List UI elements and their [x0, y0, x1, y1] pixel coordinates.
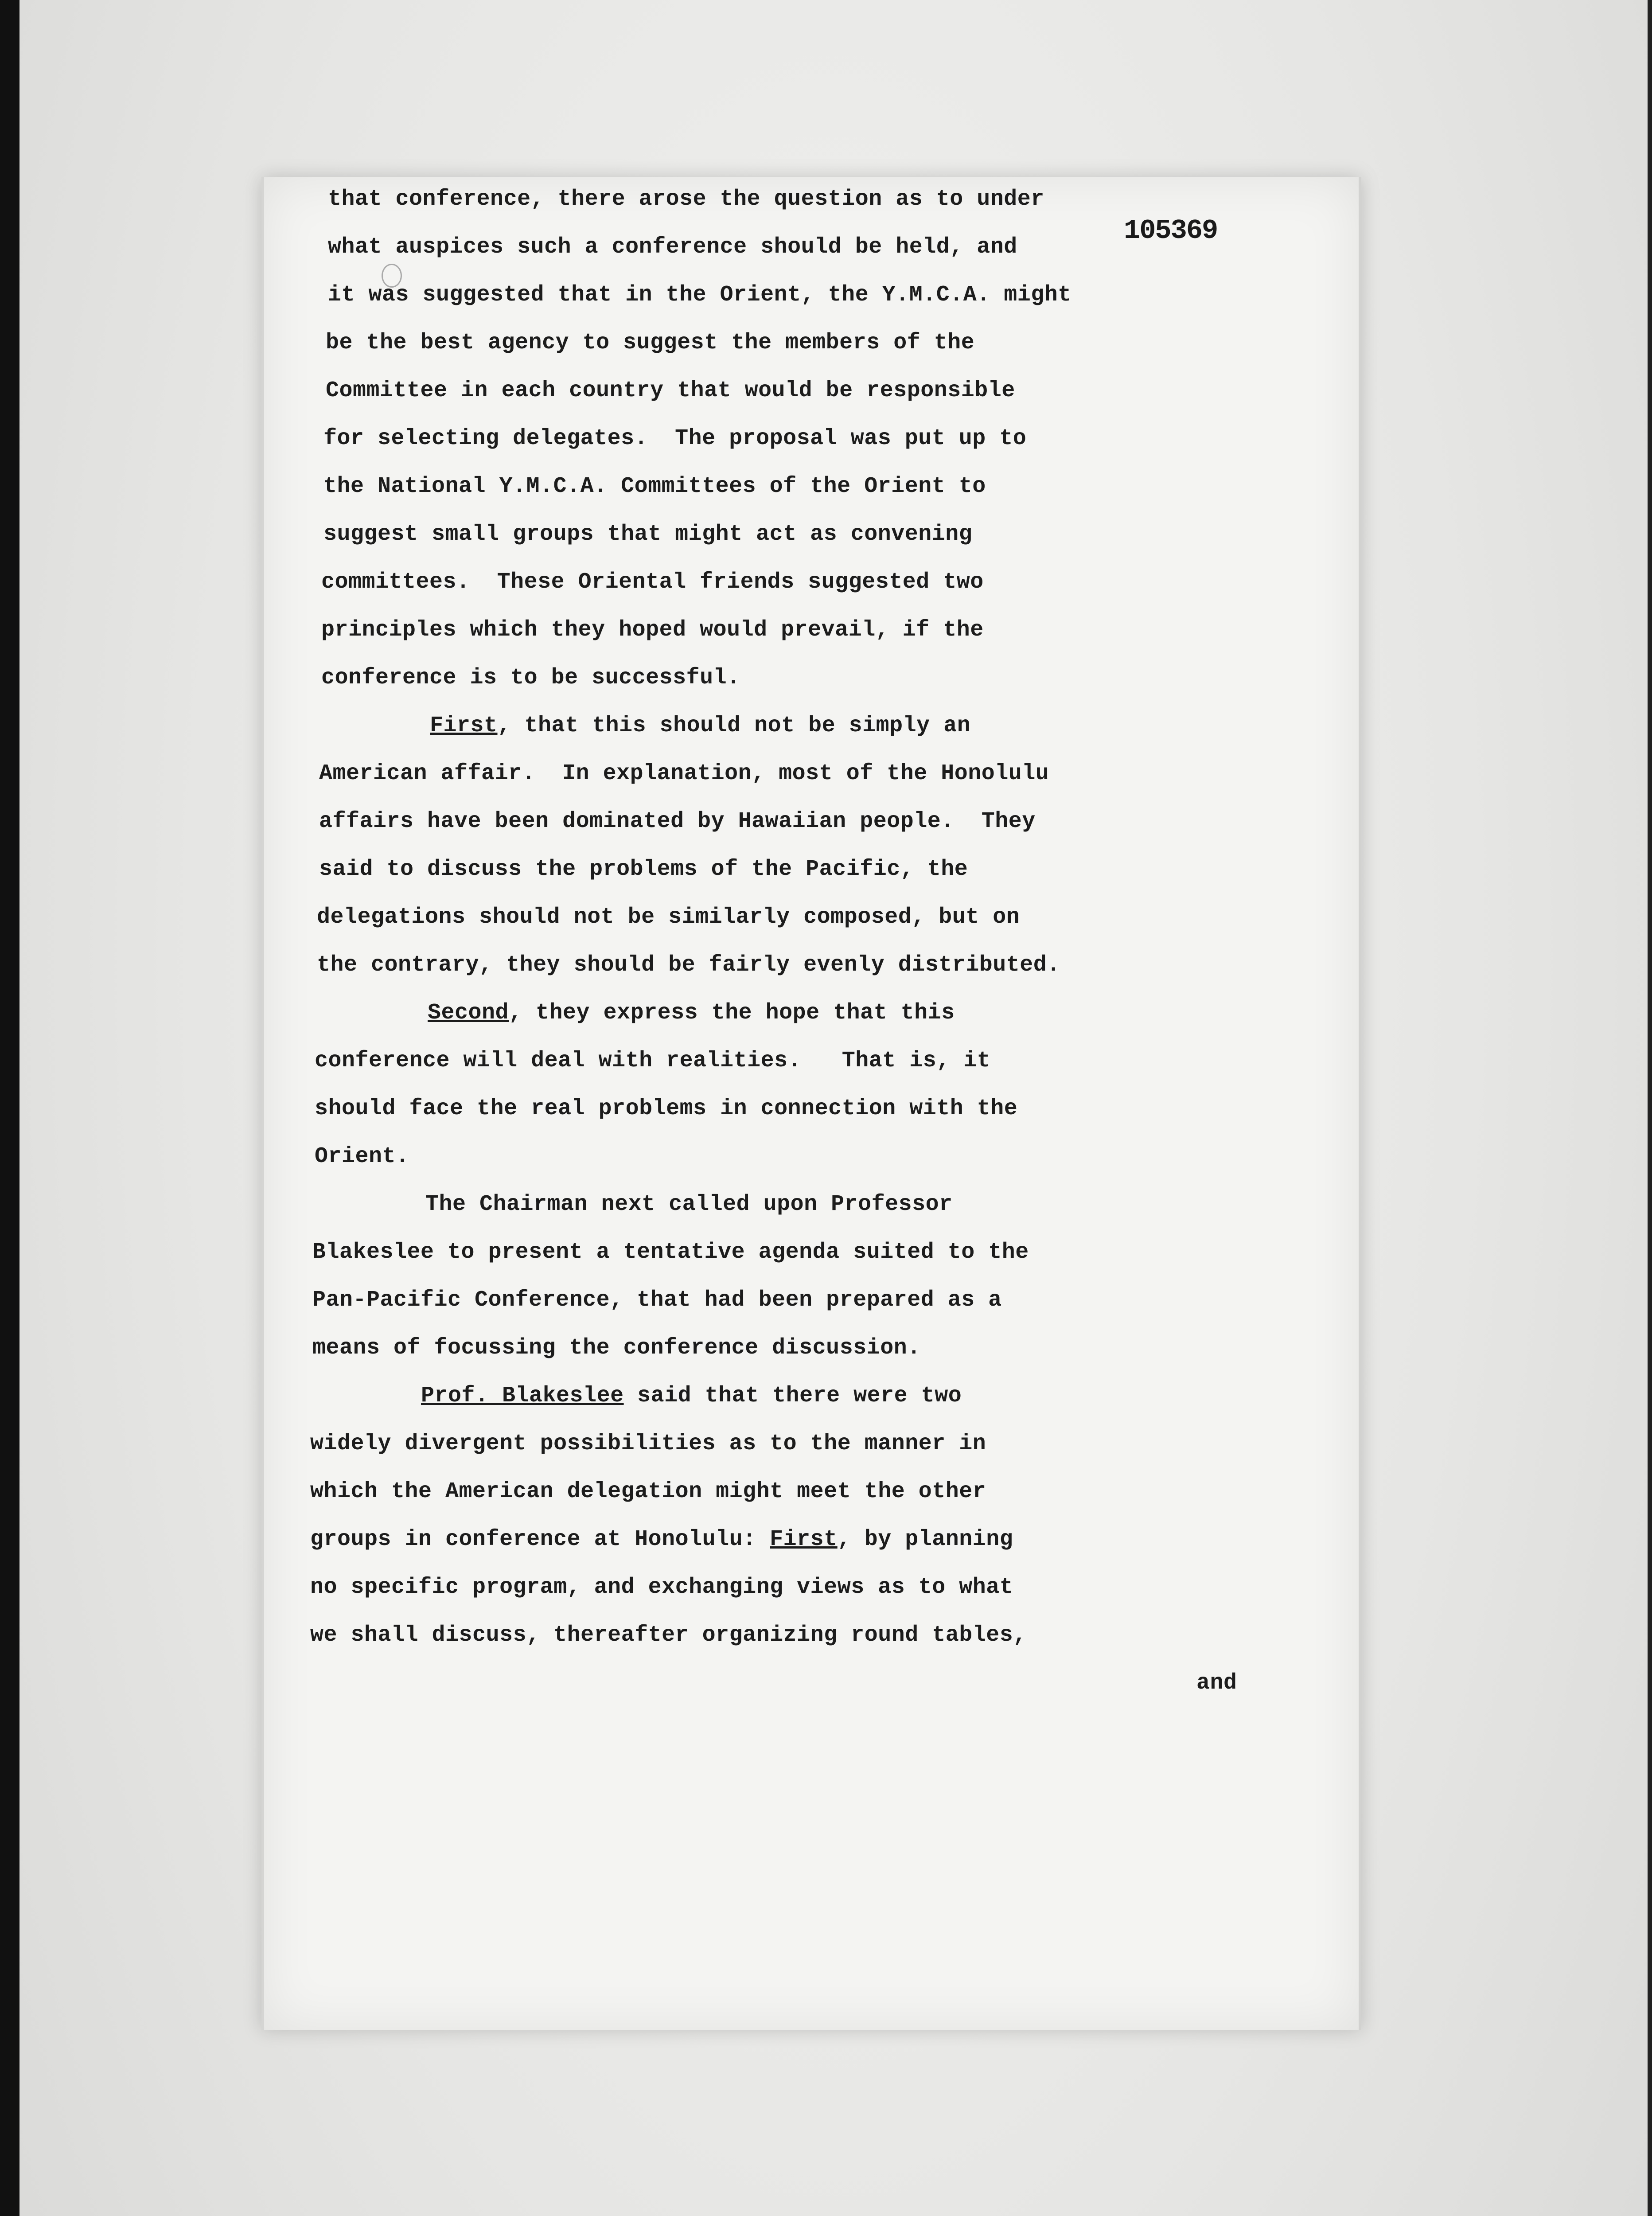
document-line: [321, 660, 740, 696]
document-line: [317, 948, 1060, 983]
line-text: groups in conference at Honolulu:: [310, 1527, 770, 1552]
line-text: suggest small groups that might act as convening: [323, 522, 973, 547]
document-line: [315, 1139, 409, 1174]
document-line: [312, 1283, 1002, 1318]
line-text: delegations should not be similarly composed, but on: [317, 905, 1020, 930]
document-line: [310, 1570, 1013, 1605]
document-line: [315, 1091, 1017, 1127]
document-line: [310, 1522, 1013, 1557]
line-text: be the best agency to suggest the members of the: [326, 330, 975, 355]
line-text: should face the real problems in connection with the: [315, 1096, 1018, 1121]
line-text: that conference, there arose the question as to under: [328, 187, 1044, 212]
document-line: [312, 1330, 921, 1366]
line-text: which the American delegation might meet the other: [310, 1479, 986, 1504]
line-text: said to discuss the problems of the Pacific, the: [319, 857, 968, 882]
document-line: [310, 1618, 1027, 1653]
document-number: 105369: [1124, 215, 1218, 246]
document-line: [321, 613, 984, 648]
line-text: affairs have been dominated by Hawaiian people. They: [319, 809, 1036, 834]
line-text: what auspices such a conference should be held, and: [328, 234, 1017, 260]
line-text: for selecting delegates. The proposal was put up to: [323, 426, 1027, 451]
document-line: [328, 277, 1071, 313]
line-text: said that there were two: [623, 1383, 962, 1408]
document-line: [425, 1187, 953, 1222]
document-line: [328, 230, 1017, 265]
document-line: [323, 469, 986, 504]
underlined-text: First: [430, 713, 498, 738]
document-line: [326, 325, 974, 361]
document-line: [328, 182, 1044, 217]
line-text: , that this should not be simply an: [497, 713, 971, 738]
document-line: [319, 852, 968, 887]
line-text: it was suggested that in the Orient, the Y.M.C.A. might: [328, 282, 1071, 308]
document-line: [315, 1043, 990, 1079]
line-text: and: [1196, 1670, 1237, 1696]
line-text: the contrary, they should be fairly evenly distributed.: [317, 952, 1060, 978]
line-text: principles which they hoped would prevail, if the: [321, 617, 984, 643]
line-text: means of focussing the conference discussion.: [312, 1335, 921, 1361]
line-text: conference is to be successful.: [321, 665, 740, 691]
scan-border-right: [1648, 0, 1652, 2216]
document-line: [319, 804, 1036, 839]
document-line: [319, 756, 1049, 792]
line-text: we shall discuss, thereafter organizing round tables,: [310, 1623, 1027, 1648]
document-line: [310, 1426, 986, 1462]
line-text: , by planning: [837, 1527, 1013, 1552]
document-line: [1196, 1666, 1237, 1701]
underlined-text: First: [770, 1527, 838, 1552]
line-text: Orient.: [315, 1144, 409, 1169]
document-line: [321, 565, 984, 600]
line-text: conference will deal with realities. That is, it: [315, 1048, 991, 1073]
document-line: [312, 1235, 1029, 1270]
line-text: committees. These Oriental friends suggested two: [321, 570, 984, 595]
line-text: Pan-Pacific Conference, that had been prepared as a: [312, 1287, 1002, 1313]
line-text: no specific program, and exchanging views as to what: [310, 1575, 1013, 1600]
document-line: [326, 373, 1015, 409]
document-line: [317, 900, 1020, 935]
document-line: [428, 995, 955, 1031]
line-text: , they express the hope that this: [509, 1000, 955, 1026]
document-line: [430, 708, 970, 744]
line-text: American affair. In explanation, most of the Honolulu: [319, 761, 1049, 786]
line-text: widely divergent possibilities as to the manner in: [310, 1431, 986, 1456]
line-text: Committee in each country that would be responsible: [326, 378, 1015, 403]
line-text: The Chairman next called upon Professor: [425, 1192, 953, 1217]
underlined-text: Prof. Blakeslee: [421, 1383, 624, 1408]
line-text: the National Y.M.C.A. Committees of the Orient to: [323, 474, 986, 499]
line-text: Blakeslee to present a tentative agenda suited to the: [312, 1240, 1029, 1265]
underlined-text: Second: [428, 1000, 509, 1026]
document-line: [421, 1378, 962, 1414]
document-line: [323, 517, 972, 552]
scan-border-left: [0, 0, 19, 2216]
document-line: [323, 421, 1026, 456]
document-line: [310, 1474, 986, 1510]
